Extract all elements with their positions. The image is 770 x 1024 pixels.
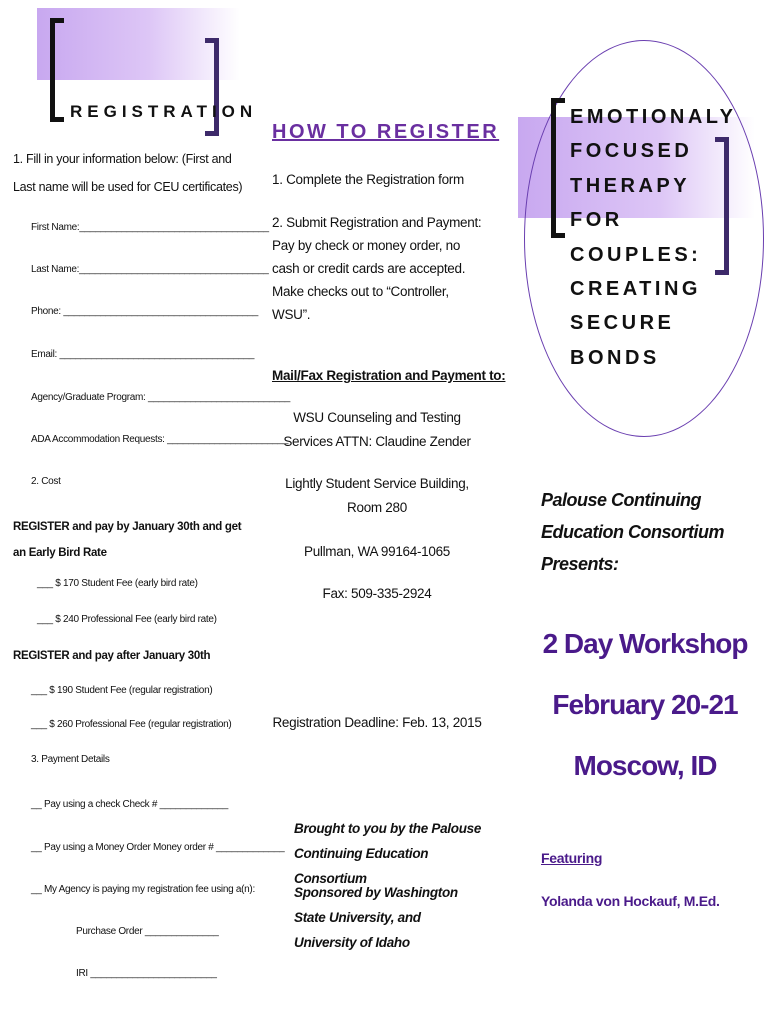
fee-professional-early[interactable]: ___ $ 240 Professional Fee (early bird rate) — [37, 614, 217, 625]
cost-label: 2. Cost — [31, 476, 61, 487]
how-to-register-title: HOW TO REGISTER — [272, 121, 500, 143]
workshop-length: 2 Day Workshop — [542, 628, 748, 659]
brought-to-you-by: Brought to you by the Palouse Continuing Education Consortium — [294, 821, 482, 886]
workshop-title-line: COUPLES: — [570, 243, 702, 266]
last-name-field[interactable]: Last Name:____________________________________ — [31, 264, 269, 275]
mailing-address-line-1: WSU Counseling and Testing Services ATTN: Claudine Zender — [283, 410, 471, 449]
workshop-title — [570, 100, 750, 375]
workshop-title-line: FOCUSED — [570, 140, 693, 163]
phone-field[interactable]: Phone: _____________________________________ — [31, 306, 259, 317]
workshop-title-line: THERAPY — [570, 174, 691, 197]
step-2-text: 2. Submit Registration and Payment: Pay by check or money order, no cash or credit cards are accepted. Make checks out to “Controller, WSU”. — [272, 215, 482, 322]
step-1-text: 1. Complete the Registration form — [272, 172, 464, 187]
registration-title: REGISTRATION — [70, 102, 258, 121]
purchase-order-field[interactable]: Purchase Order ______________ — [76, 926, 219, 937]
consortium-presents: Palouse Continuing Education Consortium Presents: — [541, 490, 724, 574]
mail-fax-heading: Mail/Fax Registration and Payment to: — [272, 368, 506, 383]
fax-number: Fax: 509-335-2924 — [322, 586, 432, 601]
workshop-title-line: FOR — [570, 209, 623, 232]
fee-student-regular[interactable]: ___ $ 190 Student Fee (regular registration) — [31, 685, 213, 696]
mailing-address-line-2: Lightly Student Service Building, Room 280 — [285, 476, 469, 515]
iri-field[interactable]: IRI ________________________ — [76, 968, 217, 979]
early-bird-heading: REGISTER and pay by January 30th and get an Early Bird Rate — [13, 521, 242, 559]
fee-professional-regular[interactable]: ___ $ 260 Professional Fee (regular registration) — [31, 719, 232, 730]
workshop-title-line: SECURE — [570, 312, 675, 335]
first-name-field[interactable]: First Name:____________________________________ — [31, 222, 269, 233]
fee-student-early[interactable]: ___ $ 170 Student Fee (early bird rate) — [37, 578, 198, 589]
ada-field[interactable]: ADA Accommodation Requests: _______________________ — [31, 434, 289, 445]
presenter-name: Yolanda von Hockauf, M.Ed. — [541, 893, 720, 909]
mailing-address-city: Pullman, WA 99164-1065 — [304, 544, 450, 559]
pay-by-check-option[interactable]: __ Pay using a check Check # _____________ — [31, 799, 229, 810]
pay-by-money-order-option[interactable]: __ Pay using a Money Order Money order # _____________ — [31, 842, 285, 853]
email-field[interactable]: Email: _____________________________________ — [31, 349, 255, 360]
regular-registration-heading: REGISTER and pay after January 30th — [13, 650, 211, 662]
sponsored-by: Sponsored by Washington State University, and University of Idaho — [294, 885, 458, 950]
agency-pays-option[interactable]: __ My Agency is paying my registration fee using a(n): — [31, 884, 255, 895]
featuring-label: Featuring — [541, 850, 603, 866]
registration-deadline: Registration Deadline: Feb. 13, 2015 — [272, 715, 482, 730]
registration-instruction: 1. Fill in your information below: (First and Last name will be used for CEU certificates) — [13, 152, 243, 194]
workshop-location: Moscow, ID — [573, 750, 717, 781]
payment-details-label: 3. Payment Details — [31, 754, 110, 765]
registration-left-bracket — [50, 18, 64, 122]
workshop-title-line: BONDS — [570, 346, 660, 369]
cover-left-bracket — [551, 98, 565, 238]
workshop-title-line: EMOTIONALY — [570, 106, 737, 128]
workshop-title-line: CREATING — [570, 278, 701, 301]
workshop-dates: February 20-21 — [552, 689, 738, 720]
agency-field[interactable]: Agency/Graduate Program: ___________________________ — [31, 392, 291, 403]
